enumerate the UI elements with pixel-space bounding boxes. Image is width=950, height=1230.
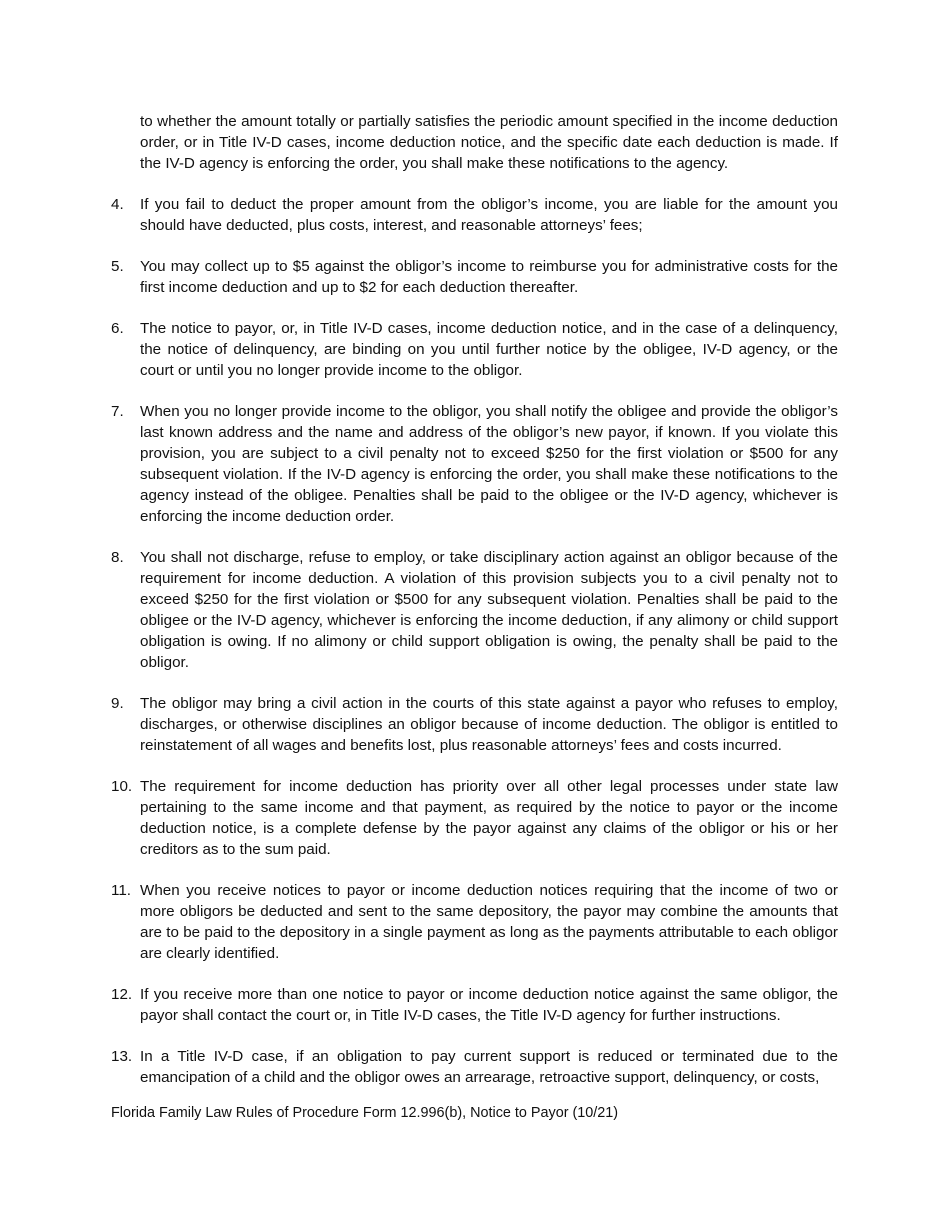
item-number: 10. bbox=[111, 778, 133, 795]
item-number: 11. bbox=[111, 882, 131, 899]
list-item bbox=[111, 256, 838, 298]
list-item bbox=[111, 776, 838, 860]
item-number: 5. bbox=[111, 258, 124, 275]
item-text: When you no longer provide income to the obligor, you shall notify the obligee and provide the obligor’s last known address and the name and address of the obligor’s new payor, if known. If you violate this provision, you are subject to a civil penalty not to exceed $250 for the first violation or $500 for any subsequent violation. If the IV-D agency is enforcing the order, you shall make these notifications to the agency instead of the obligee. Penalties shall be paid to the obligee or the IV-D agency, whichever is enforcing the income deduction order. bbox=[140, 403, 838, 525]
list-item bbox=[111, 880, 838, 964]
continuation-paragraph: to whether the amount totally or partially satisfies the periodic amount specified in the income deduction order, or in Title IV-D cases, income deduction notice, and the specific date each deduction is made. If the IV-D agency is enforcing the order, you shall make these notifications to the agency. bbox=[140, 113, 838, 172]
item-text: You shall not discharge, refuse to employ, or take disciplinary action against an obligor because of the requirement for income deduction. A violation of this provision subjects you to a civil penalty not to exceed $250 for the first violation or $500 for any subsequent violation. Penalties shall be paid to the obligee or the IV-D agency, whichever is enforcing the income deduction, if any alimony or child support obligation is owing. If no alimony or child support obligation is owing, the penalty shall be paid to the obligor. bbox=[140, 549, 838, 671]
list-item bbox=[111, 194, 838, 236]
item-number: 12. bbox=[111, 986, 133, 1003]
item-number: 9. bbox=[111, 695, 124, 712]
item-number: 13. bbox=[111, 1048, 133, 1065]
item-number: 4. bbox=[111, 196, 124, 213]
item-text: If you fail to deduct the proper amount from the obligor’s income, you are liable for the amount you should have deducted, plus costs, interest, and reasonable attorneys’ fees; bbox=[140, 196, 838, 234]
list-item bbox=[111, 693, 838, 756]
item-text: You may collect up to $5 against the obligor’s income to reimburse you for administrative costs for the first income deduction and up to $2 for each deduction thereafter. bbox=[140, 258, 838, 296]
list-item bbox=[111, 401, 838, 527]
item-text: If you receive more than one notice to payor or income deduction notice against the same obligor, the payor shall contact the court or, in Title IV-D cases, the Title IV-D agency for further instructions. bbox=[140, 986, 838, 1024]
item-number: 6. bbox=[111, 320, 124, 337]
item-text: The requirement for income deduction has priority over all other legal processes under state law pertaining to the same income and that payment, as required by the notice to payor or the income deduction notice, is a complete defense by the payor against any claims of the obligor or his or her creditors as to the sum paid. bbox=[140, 778, 838, 858]
item-text: The notice to payor, or, in Title IV-D cases, income deduction notice, and in the case of a delinquency, the notice of delinquency, are binding on you until further notice by the obligee, IV-D agency, or the court or until you no longer provide income to the obligor. bbox=[140, 320, 838, 379]
list-item bbox=[111, 547, 838, 673]
list-item bbox=[111, 1046, 838, 1088]
list-item bbox=[111, 318, 838, 381]
page-footer: Florida Family Law Rules of Procedure Form 12.996(b), Notice to Payor (10/21) bbox=[111, 1105, 619, 1121]
document-body bbox=[111, 111, 838, 1108]
item-number: 8. bbox=[111, 549, 124, 566]
item-number: 7. bbox=[111, 403, 124, 420]
item-text: In a Title IV-D case, if an obligation to pay current support is reduced or terminated due to the emancipation of a child and the obligor owes an arrearage, retroactive support, delinquency, or costs, bbox=[140, 1048, 838, 1086]
item-text: The obligor may bring a civil action in the courts of this state against a payor who refuses to employ, discharges, or otherwise disciplines an obligor because of income deduction. The obligor is entitled to reinstatement of all wages and benefits lost, plus reasonable attorneys’ fees and costs incurred. bbox=[140, 695, 838, 754]
list-item bbox=[111, 984, 838, 1026]
item-text: When you receive notices to payor or income deduction notices requiring that the income of two or more obligors be deducted and sent to the same depository, the payor may combine the amounts that are to be paid to the depository in a single payment as long as the payments attributable to each obligor are clearly identified. bbox=[140, 882, 838, 962]
